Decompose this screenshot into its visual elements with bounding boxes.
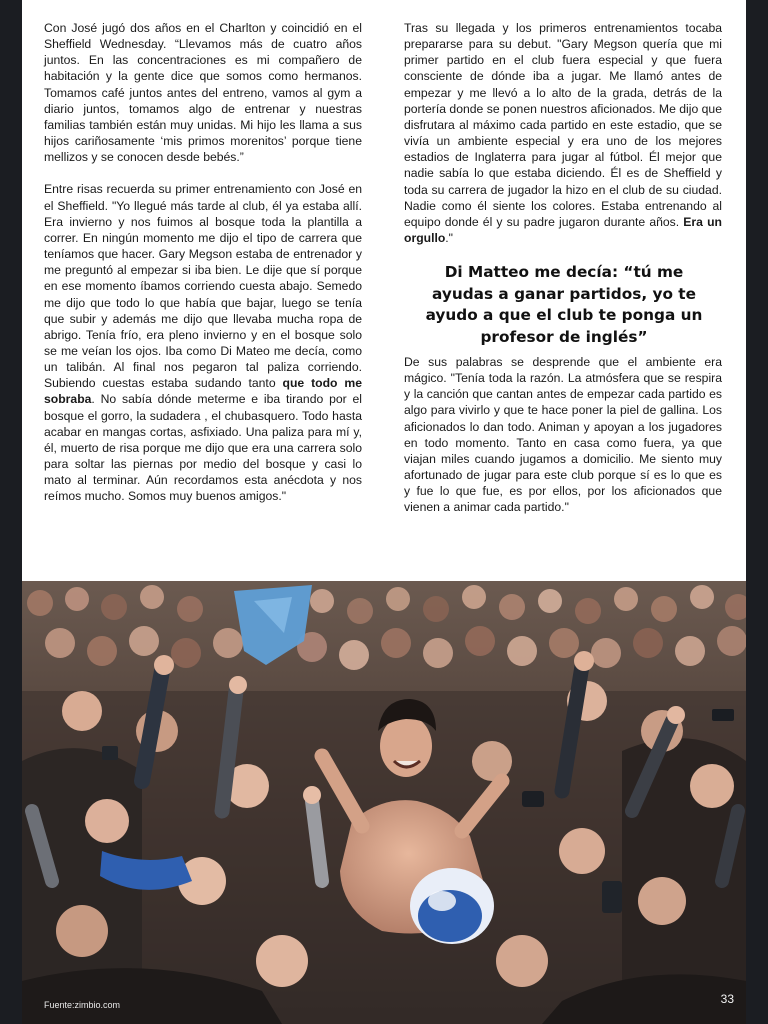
article-left-column bbox=[44, 20, 362, 521]
paragraph-text: ." bbox=[445, 231, 454, 246]
fans-celebration-photo bbox=[22, 581, 746, 1024]
paragraph-text: Con José jugó dos años en el Charlton y coincidió en el Sheffield Wednesday. “Llevamos más de cuatro años juntos. En las concentraciones es mi compañero de habitación y la gente dice que somos como hermanos. Tomamos café juntos antes del entreno, vamos al gym a diario juntos, tomamos algo de entrenar y nuestras familias también están muy unidas. Mi hijo les llama a sus hijos cariñosamente ‘mis primos morenitos’ porque tiene mellizos y se conocen desde bebés.” bbox=[44, 21, 362, 165]
paragraph-text: Entre risas recuerda su primer entrenamiento con José en el Sheffield. "Yo llegué más tarde al club, él ya estaba allí. Era invierno y nos fuimos al bosque toda la plantilla a correr. En ningún momento me dijo el tipo de carrera que teníamos que hacer. Gary Megson estaba de entrenador y me preguntó al empezar si iba bien. Le dije que sí porque en ese momento íbamos corriendo cuesta abajo. Semedo me dijo que todo lo que había que bajar, luego se tenía que subir y además me dijo que llevaba mucha ropa de abrigo. Tenía frío, era pleno invierno y en el bosque solo se me veían los ojos. Iba como Di Mateo me decía, como un talibán. Al final nos pegaron tal paliza corriendo. Subiendo cuestas estaba sudando tanto bbox=[44, 182, 362, 391]
paragraph-emphasis: que todo me sobraba bbox=[44, 376, 362, 407]
paragraph-debut bbox=[404, 20, 722, 246]
paragraph-emphasis: Era un orgullo bbox=[404, 214, 722, 246]
blue-white-wig bbox=[410, 868, 494, 944]
paragraph-atmosphere: De sus palabras se desprende que el ambiente era mágico. "Tenía toda la razón. La atmósfera que se respira y la canción que cantan antes de empezar cada partido es algo para vivirlo y que te hace poner la piel de gallina. Los aficionados lo dan todo. Animan y apoyan a los jugadores en todo momento. Tanto en casa como fuera, ya que viajan miles cuando jugamos a domicilio. Me siento muy afortunado de jugar para este club porque sí es lo que es y fue lo que fue, es por ellos, por los aficionados que vienen a animar cada partido." bbox=[404, 355, 722, 515]
paragraph-intro bbox=[44, 20, 362, 165]
photo-credit: Fuente:zimbio.com bbox=[44, 1000, 121, 1010]
pull-quote: Di Matteo me decía: “tú me ayudas a ganar partidos, yo te ayudo a que el club te ponga un profesor de inglés” bbox=[425, 263, 703, 346]
magazine-page bbox=[22, 0, 746, 1024]
paragraph-text: . No sabía dónde meterme e iba tirando por el bosque el gorro, la sudadera , el chubasquero. Todo hasta acabar en mangas cortas, asfixiado. Una paliza para mí y, él, muerto de risa porque me dijo que era una carrera solo para soltar las piernas por medio del bosque y casi lo mato al terminar. Aún recordamos esta anécdota y nos reímos mucho. Somos muy buenos amigos." bbox=[44, 392, 362, 504]
article-right-column-bottom bbox=[404, 354, 722, 532]
paragraph-text: Tras su llegada y los primeros entrenamientos tocaba prepararse para su debut. "Gary Megson quería que mi primer partido en el club fuera especial y que fuera consciente de dónde iba a jugar. Me llamó antes de empezar y me llevó a lo alto de la grada, detrás de la portería donde se ponen nuestros aficionados. Me dijo que disfrutara al máximo cada partido en este estadio, que se vivía un ambiente especial y era uno de los mejores estadios de Inglaterra para jugar al fútbol. Él mejor que nadie sabía lo que estaba diciendo. Él es de Sheffield y toda su carrera de jugador la hizo en el club de su ciudad. Nadie como él siente los colores. Estaba entrenando al equipo donde él y su padre jugaron durante años. bbox=[404, 21, 722, 229]
paragraph-first-training bbox=[44, 181, 362, 504]
page-number: 33 bbox=[720, 992, 734, 1006]
crowd-photo-illustration bbox=[22, 581, 746, 1024]
article-right-column-top bbox=[404, 20, 722, 262]
